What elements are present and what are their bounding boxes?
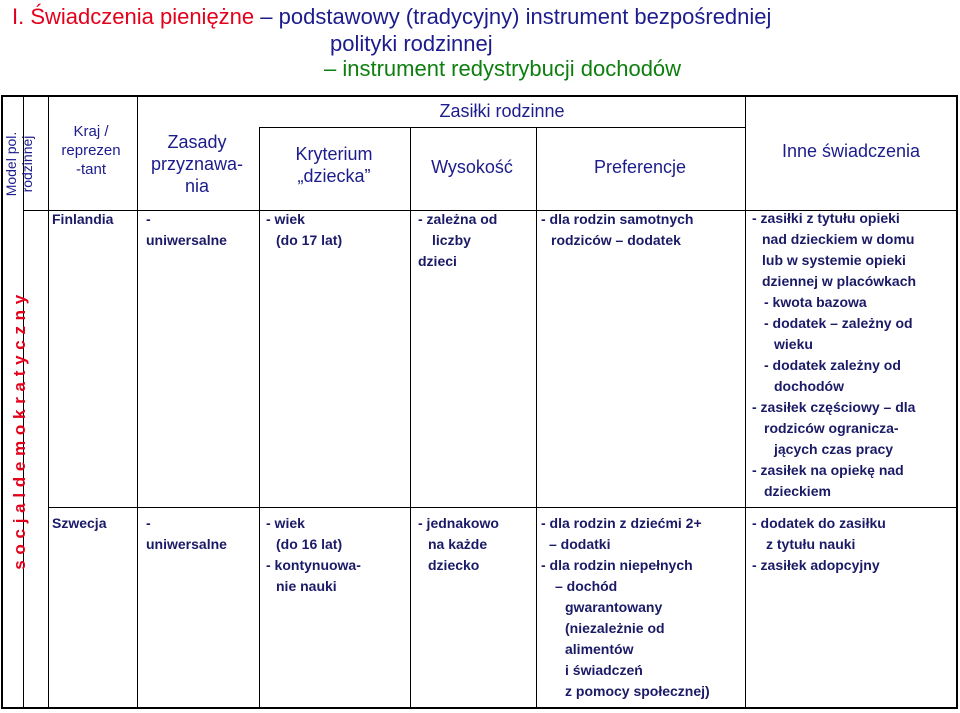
row1-kraj: Finlandia: [52, 211, 114, 227]
row2-inne-line2: z tytułu nauki: [766, 536, 856, 552]
row2-kryterium-line3: - kontynuowa-: [266, 557, 361, 573]
row1-wysokosc: [418, 209, 536, 272]
header-kraj-line1: Kraj /: [73, 123, 109, 140]
row1-kryterium-line2: (do 17 lat): [276, 232, 343, 248]
row1-kryterium-line1: - wiek: [266, 211, 305, 227]
header-model: [3, 109, 51, 219]
row2-preferencje-line1: - dla rodzin z dziećmi 2+: [541, 515, 702, 531]
row2-kryterium-line4: nie nauki: [276, 578, 337, 594]
row2-kryterium: [266, 513, 361, 597]
header-preferencje: Preferencje: [593, 157, 687, 177]
title-line-2: polityki rodzinnej: [330, 31, 493, 56]
row1-inne-line5: - kwota bazowa: [764, 294, 867, 310]
row2-inne: [752, 513, 958, 576]
row2-wysokosc-line2: na każde: [428, 536, 488, 552]
row1-wysokosc-line3: dzieci: [418, 253, 457, 269]
row1-inne-line11: rodziców ogranicza-: [764, 420, 899, 436]
header-model-line2: rodzinnej: [19, 135, 35, 193]
model-label: s o c j a l d e m o k r a t y c z n y: [10, 294, 29, 570]
row2-preferencje-line5: gwarantowany: [565, 599, 663, 615]
row1-preferencje-line1: - dla rodzin samotnych: [541, 211, 694, 227]
row1-inne-line6: - dodatek – zależny od: [764, 315, 913, 331]
row1-kryterium: [266, 209, 342, 251]
row2-preferencje-line9: z pomocy społecznej): [565, 683, 710, 699]
row1-inne-line8: - dodatek zależny od: [764, 357, 901, 373]
row2-preferencje-line3: - dla rodzin niepełnych: [541, 557, 693, 573]
header-kraj: [48, 122, 134, 179]
header-kryterium: [260, 143, 408, 187]
row1-preferencje-line2: rodziców – dodatek: [551, 232, 681, 248]
row2-preferencje: [541, 513, 746, 702]
header-kraj-line2: reprezen: [61, 142, 121, 159]
header-zasady-line3: nia: [184, 176, 210, 196]
row1-zasady-line1: -: [146, 211, 151, 227]
row1-inne-line12: jących czas pracy: [774, 441, 894, 457]
title-line-3: – instrument redystrybucji dochodów: [324, 56, 682, 81]
slide-title: [0, 0, 960, 92]
header-kraj-line3: -tant: [75, 161, 106, 178]
row2-zasady-line2: uniwersalne: [146, 536, 227, 552]
row2-preferencje-line4: – dochód: [555, 578, 618, 594]
row1-inne-line1: - zasiłki z tytułu opieki: [752, 210, 900, 226]
row1-inne-line13: - zasiłek na opiekę nad: [752, 462, 904, 478]
row1-zasady: [146, 209, 227, 251]
header-zasilki: Zasiłki rodzinne: [439, 101, 565, 121]
row2-kraj: Szwecja: [52, 515, 107, 531]
row2-preferencje-line7: alimentów: [565, 641, 634, 657]
row2-preferencje-line8: i świadczeń: [565, 662, 643, 678]
row2-wysokosc-line1: - jednakowo: [418, 515, 499, 531]
row2-kryterium-line1: - wiek: [266, 515, 305, 531]
header-zasady: [137, 131, 257, 197]
row2-kryterium-line2: (do 16 lat): [276, 536, 343, 552]
row1-inne-line10: - zasiłek częściowy – dla: [752, 399, 916, 415]
row1-preferencje: [541, 209, 746, 251]
row1-inne-line4: dziennej w placówkach: [762, 273, 917, 289]
row2-zasady: [146, 513, 227, 555]
row1-inne-line2: nad dzieckiem w domu: [762, 231, 915, 247]
row1-wysokosc-line1: - zależna od: [418, 211, 498, 227]
row1-inne-line14: dzieckiem: [764, 483, 831, 499]
row1-inne: [752, 208, 958, 502]
row2-zasady-line1: -: [146, 515, 151, 531]
row2-wysokosc: [418, 513, 536, 576]
header-kryterium-line2: „dziecka”: [297, 166, 371, 186]
title-prefix: I. Świadczenia pieniężne: [12, 4, 255, 29]
row1-wysokosc-line2: liczby: [432, 232, 471, 248]
row1-inne-line3: lub w systemie opieki: [762, 252, 906, 268]
title-line-1: [12, 4, 771, 30]
row2-wysokosc-line3: dziecko: [428, 557, 480, 573]
row2-preferencje-line2: – dodatki: [549, 536, 611, 552]
header-model-line1: Model pol.: [3, 131, 19, 197]
row1-zasady-line2: uniwersalne: [146, 232, 227, 248]
header-kryterium-line1: Kryterium: [295, 144, 373, 164]
row2-inne-line1: - dodatek do zasiłku: [752, 515, 886, 531]
row2-inne-line3: - zasiłek adopcyjny: [752, 557, 880, 573]
header-zasady-line2: przyznawa-: [150, 154, 244, 174]
row2-preferencje-line6: (niezależnie od: [565, 620, 665, 636]
header-inne: Inne świadczenia: [781, 141, 921, 161]
row1-inne-line7: wieku: [774, 336, 813, 352]
header-zasady-line1: Zasady: [167, 132, 227, 152]
header-wysokosc: Wysokość: [431, 157, 513, 177]
title-line1-rest: – podstawowy (tradycyjny) instrument bezpośredniej: [260, 4, 772, 29]
row1-inne-line9: dochodów: [774, 378, 844, 394]
